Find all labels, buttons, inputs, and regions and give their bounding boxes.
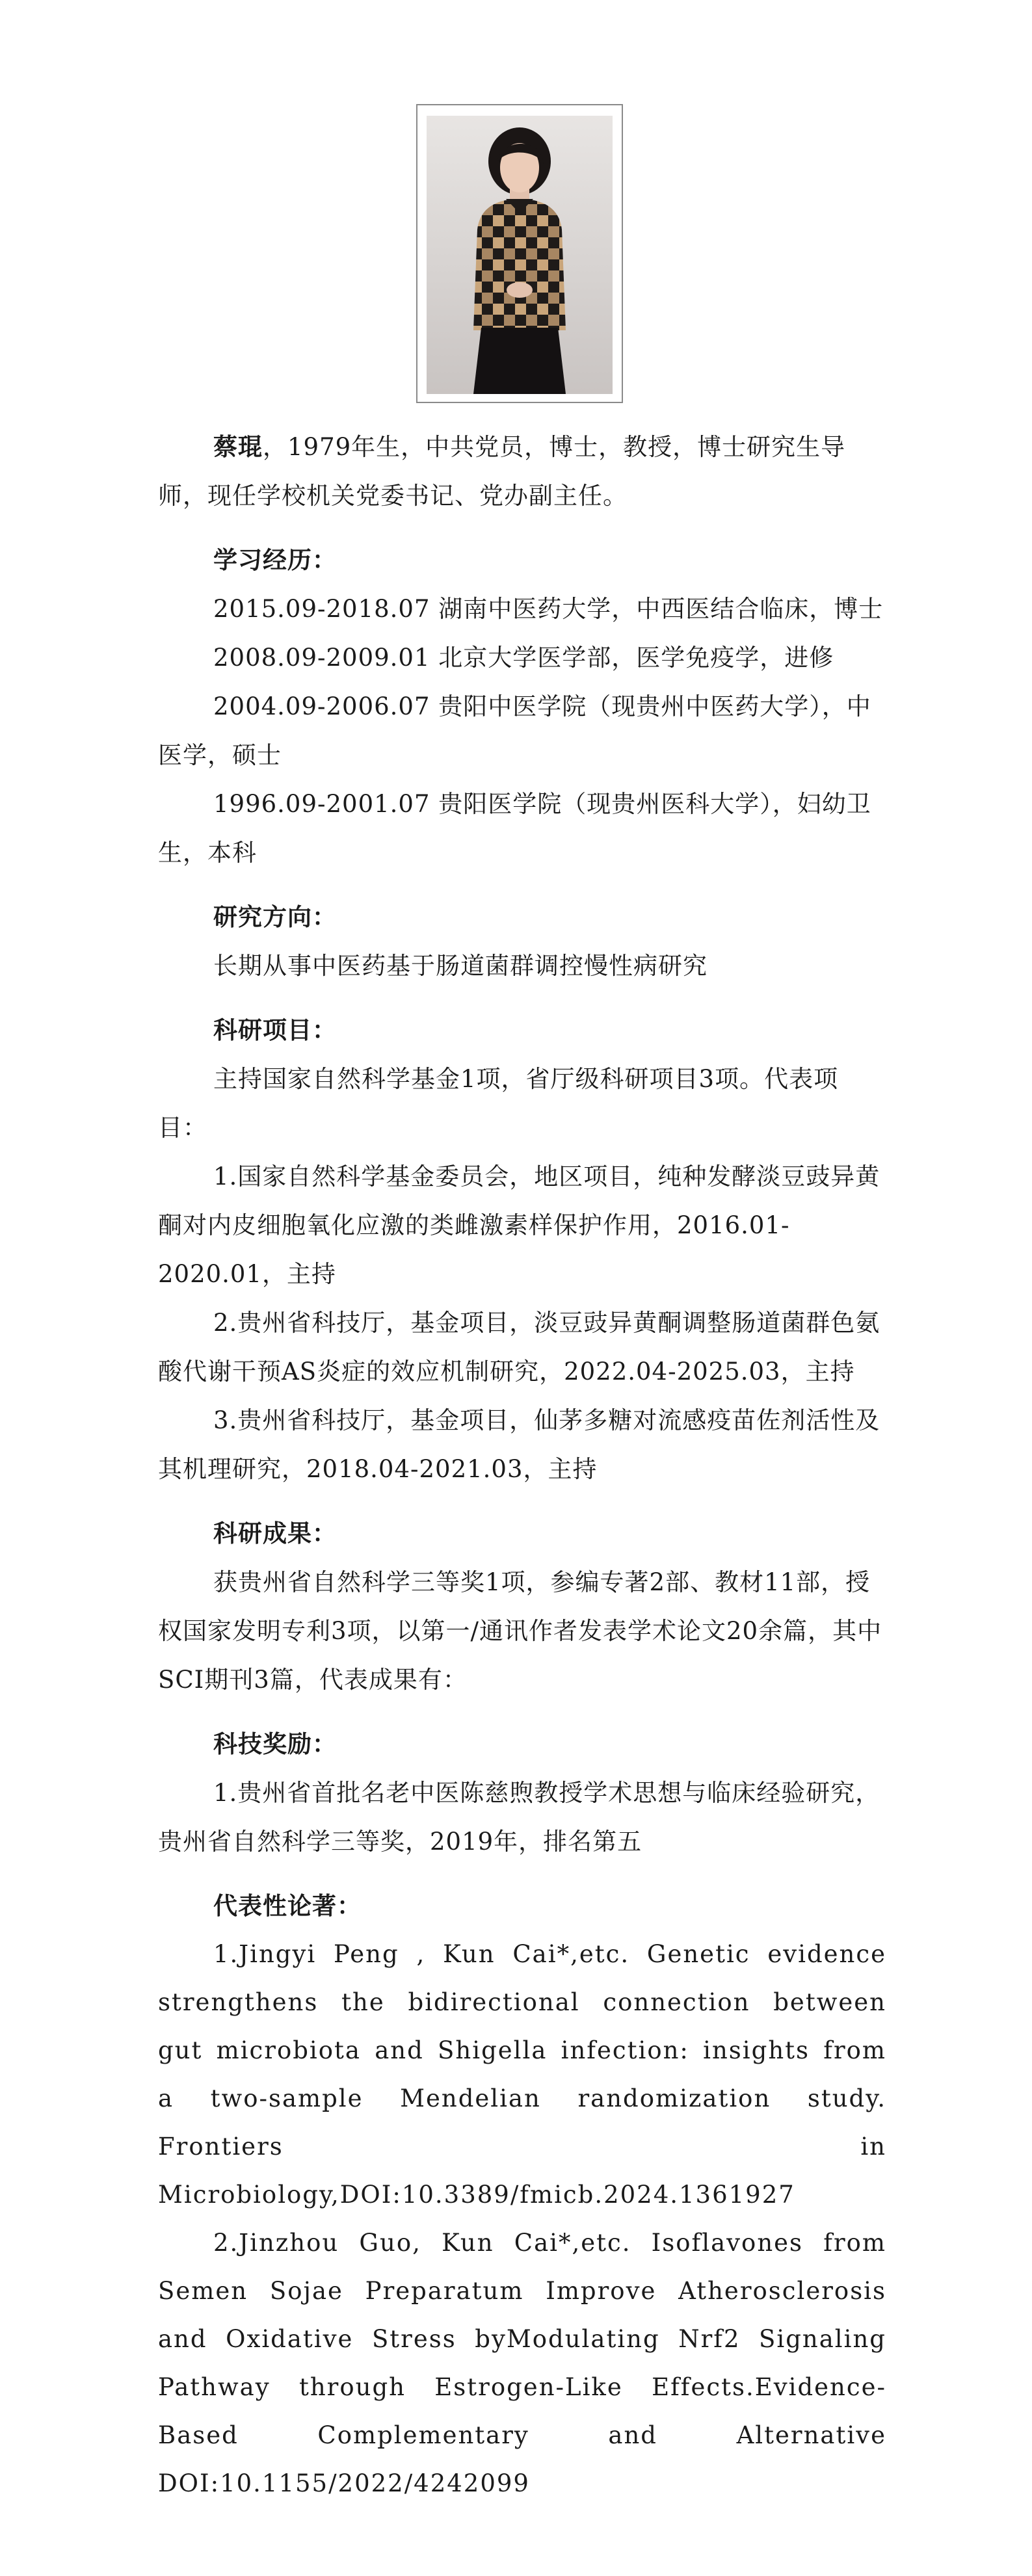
- education-item: 2015.09-2018.07 湖南中医药大学，中西医结合临床，博士: [213, 595, 884, 623]
- publications-heading: 代表性论著：: [213, 1891, 362, 1920]
- projects-heading: 科研项目：: [213, 1016, 337, 1044]
- publication-item: 2.Jinzhou Guo, Kun Cai*,etc. Isoflavones from Semen Sojae Preparatum Improve Atherosclerosis and Oxidative Stress byModulating Nrf2 Signaling Pathway through Estrogen-Like Effects.Evidence-Based Complementary and Alternative DOI:10.1155/2022/4242099: [158, 2229, 886, 2497]
- achievements-text: 获贵州省自然科学三等奖1项，参编专著2部、教材11部，授权国家发明专利3项，以第一/通讯作者发表学术论文20余篇，其中SCI期刊3篇，代表成果有：: [158, 1568, 882, 1694]
- portrait-frame: [416, 104, 623, 403]
- education-item: 2004.09-2006.07 贵阳中医学院（现贵州中医药大学），中医学，硕士: [158, 692, 871, 769]
- award-item: 1.贵州省首批名老中医陈慈煦教授学术思想与临床经验研究，贵州省自然科学三等奖，2019年，排名第五: [158, 1779, 880, 1856]
- projects-summary: 主持国家自然科学基金1项，省厅级科研项目3项。代表项目：: [158, 1065, 839, 1142]
- education-item: 2008.09-2009.01 北京大学医学部，医学免疫学，进修: [213, 644, 834, 672]
- education-item: 1996.09-2001.07 贵阳医学院（现贵州医科大学），妇幼卫生，本科: [158, 790, 871, 867]
- research-text: 长期从事中医药基于肠道菌群调控慢性病研究: [213, 952, 708, 980]
- project-item: 1.国家自然科学基金委员会，地区项目，纯种发酵淡豆豉异黄酮对内皮细胞氧化应激的类雌激素样保护作用，2016.01-2020.01，主持: [158, 1163, 880, 1288]
- publication-item: 1.Jingyi Peng , Kun Cai*,etc. Genetic evidence strengthens the bidirectional connection between gut microbiota and Shigella infection: insights from a two-sample Mendelian randomization study. Frontiers in Microbiology,DOI:10.3389/fmicb.2024.1361927: [158, 1940, 886, 2209]
- portrait-photo: [427, 116, 613, 394]
- project-item: 2.贵州省科技厅，基金项目，淡豆豉异黄酮调整肠道菌群色氨酸代谢干预AS炎症的效应机制研究，2022.04-2025.03，主持: [158, 1309, 880, 1386]
- intro-text: ，1979年生，中共党员，博士，教授，博士研究生导师，现任学校机关党委书记、党办副主任。: [158, 433, 846, 510]
- person-name: 蔡琨: [213, 432, 263, 461]
- project-item: 3.贵州省科技厅，基金项目，仙茅多糖对流感疫苗佐剂活性及其机理研究，2018.04-2021.03，主持: [158, 1406, 880, 1483]
- achievements-heading: 科研成果：: [213, 1519, 337, 1547]
- awards-heading: 科技奖励：: [213, 1729, 337, 1758]
- research-heading: 研究方向：: [213, 902, 337, 931]
- profile-content: [158, 423, 886, 2508]
- education-heading: 学习经历：: [213, 545, 337, 574]
- intro-paragraph: [158, 423, 886, 520]
